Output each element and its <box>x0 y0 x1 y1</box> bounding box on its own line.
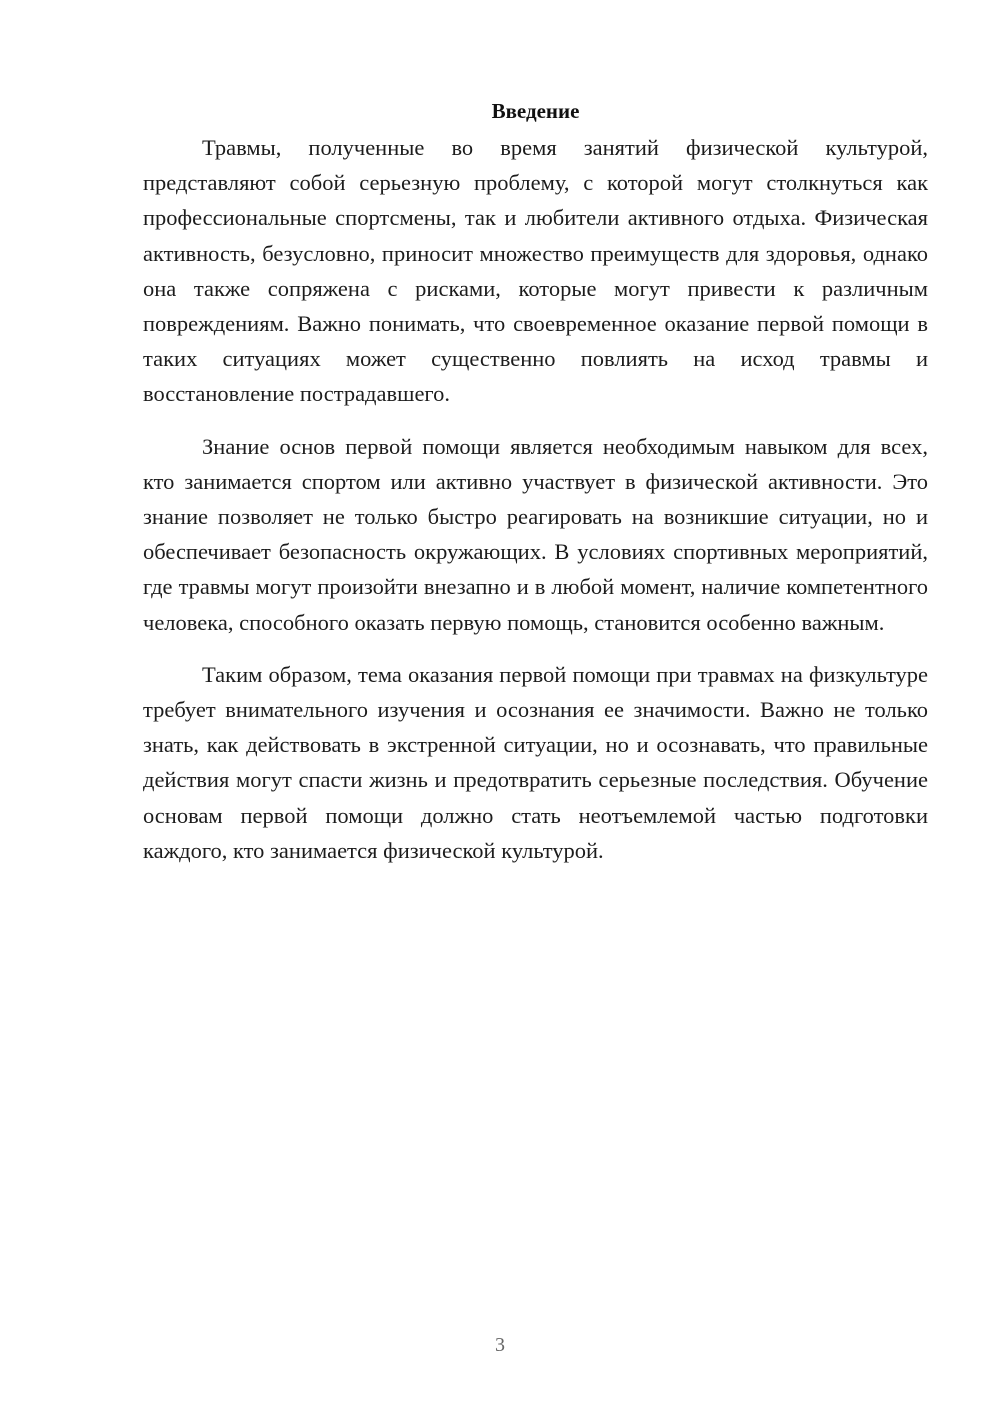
paragraph-3: Таким образом, тема оказания первой помощи при травмах на физкультуре требует внимательного изучения и осознания ее значимости. Важно не только знать, как действовать в экстренной ситуации, но и осознавать, что правильные действия могут спасти жизнь и предотвратить серьезные последствия. Обучение основам первой помощи должно стать неотъемлемой частью подготовки каждого, кто занимается физической культурой. <box>143 661 928 863</box>
page-content <box>143 92 928 885</box>
paragraph-1: Травмы, полученные во время занятий физической культурой, представляют собой серьезную проблему, с которой могут столкнуться как профессиональные спортсмены, так и любители активного отдыха. Физическая активность, безусловно, приносит множество преимуществ для здоровья, однако она также сопряжена с рисками, которые могут привести к различным повреждениям. Важно понимать, что своевременное оказание первой помощи в таких ситуациях может существенно повлиять на исход травмы и восстановление пострадавшего. <box>143 135 928 407</box>
paragraph-2: Знание основ первой помощи является необходимым навыком для всех, кто занимается спортом или активно участвует в физической активности. Это знание позволяет не только быстро реагировать на возникшие ситуации, но и обеспечивает безопасность окружающих. В условиях спортивных мероприятий, где травмы могут произойти внезапно и в любой момент, наличие компетентного человека, способного оказать первую помощь, становится особенно важным. <box>143 433 928 635</box>
page-number: 3 <box>495 1334 505 1356</box>
section-title: Введение <box>491 99 580 123</box>
